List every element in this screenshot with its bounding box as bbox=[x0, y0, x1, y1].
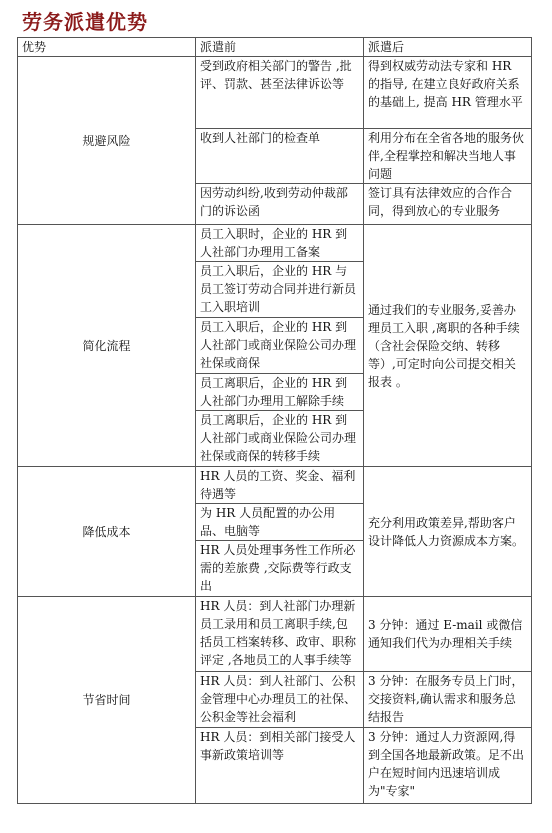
before-cell: HR 人员：到人社部门、公积金管理中心办理员工的社保、公积金等社会福利 bbox=[196, 672, 364, 728]
before-cell: 员工离职后，企业的 HR 到人社部门办理用工解除手续 bbox=[196, 374, 364, 411]
after-cell: 充分利用政策差异,帮助客户设计降低人力资源成本方案。 bbox=[364, 467, 532, 597]
after-cell: 得到权威劳动法专家和 HR 的指导, 在建立良好政府关系的基础上, 提高 HR 管理水平 bbox=[364, 57, 532, 129]
after-cell: 3 分钟：在服务专员上门时，交接资料,确认需求和服务总结报告 bbox=[364, 672, 532, 728]
before-cell: 为 HR 人员配置的办公用品、电脑等 bbox=[196, 504, 364, 541]
before-cell: 员工入职时，企业的 HR 到人社部门办理用工备案 bbox=[196, 225, 364, 262]
advantages-table bbox=[17, 37, 532, 804]
before-cell: HR 人员处理事务性工作所必需的差旅费 ,交际费等行政支出 bbox=[196, 541, 364, 597]
after-cell: 3 分钟：通过 E-mail 或微信通知我们代为办理相关手续 bbox=[364, 597, 532, 672]
category-cell: 降低成本 bbox=[18, 467, 196, 597]
header-before: 派遣前 bbox=[196, 38, 364, 57]
before-cell: 员工入职后，企业的 HR 与员工签订劳动合同并进行新员工入职培训 bbox=[196, 262, 364, 318]
after-cell: 3 分钟：通过人力资源网,得到全国各地最新政策。足不出户在短时间内迅速培训成为"专家" bbox=[364, 728, 532, 804]
category-cell: 简化流程 bbox=[18, 225, 196, 467]
before-cell: 收到人社部门的检查单 bbox=[196, 129, 364, 184]
table-row bbox=[18, 225, 532, 262]
table-row bbox=[18, 467, 532, 504]
after-cell: 利用分布在全省各地的服务伙伴,全程掌控和解决当地人事问题 bbox=[364, 129, 532, 184]
before-cell: 因劳动纠纷,收到劳动仲裁部门的诉讼函 bbox=[196, 184, 364, 225]
before-cell: HR 人员的工资、奖金、福利待遇等 bbox=[196, 467, 364, 504]
table-row bbox=[18, 57, 532, 129]
category-cell: 节省时间 bbox=[18, 597, 196, 804]
header-advantage: 优势 bbox=[18, 38, 196, 57]
header-row bbox=[18, 38, 532, 57]
page-title: 劳务派遣优势 bbox=[22, 10, 148, 34]
before-cell: HR 人员：到人社部门办理新员工录用和员工离职手续,包括员工档案转移、政审、职称评定 ,各地员工的人事手续等 bbox=[196, 597, 364, 672]
table-row bbox=[18, 597, 532, 672]
before-cell: HR 人员：到相关部门接受人事新政策培训等 bbox=[196, 728, 364, 804]
before-cell: 员工入职后，企业的 HR 到人社部门或商业保险公司办理社保或商保 bbox=[196, 318, 364, 374]
header-after: 派遣后 bbox=[364, 38, 532, 57]
after-cell: 通过我们的专业服务,妥善办理员工入职 ,离职的各种手续（含社会保险交纳、转移等）,可定时向公司提交相关报表 。 bbox=[364, 225, 532, 467]
before-cell: 员工离职后，企业的 HR 到人社部门或商业保险公司办理社保或商保的转移手续 bbox=[196, 411, 364, 467]
after-cell: 签订具有法律效应的合作合同，得到放心的专业服务 bbox=[364, 184, 532, 225]
category-cell: 规避风险 bbox=[18, 57, 196, 225]
before-cell: 受到政府相关部门的警告 ,批评、罚款、甚至法律诉讼等 bbox=[196, 57, 364, 129]
